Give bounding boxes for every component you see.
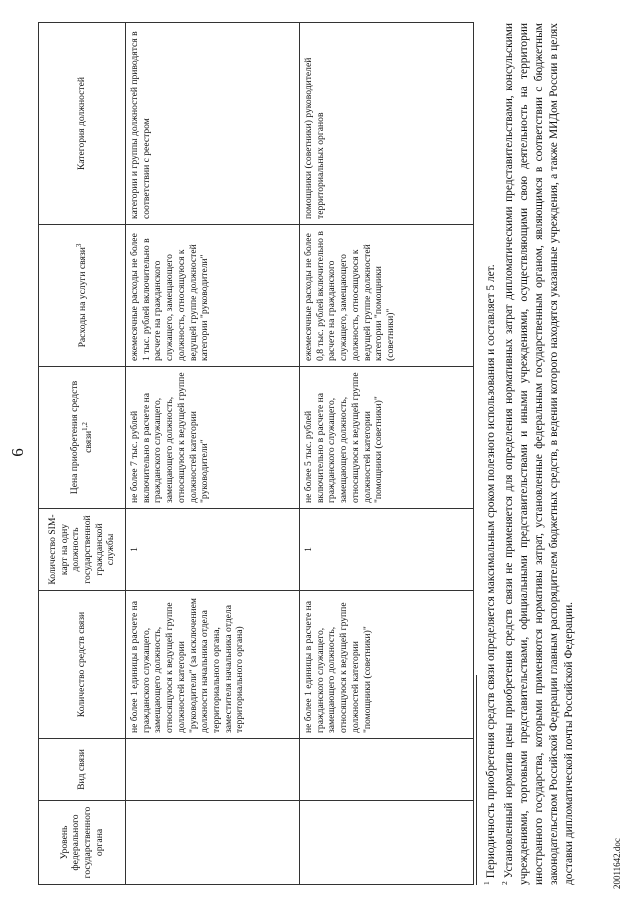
cell-count: не более 1 единицы в расчете на гражданского служащего, замещающего должность, относящуюся к ведущей группе должностей категории "помощники (советники)" [300,591,474,739]
table-row [300,23,474,885]
table-header-row [39,23,126,885]
header-price-label: Цена приобретения средств связи [69,380,95,495]
footnote-1 [482,23,499,885]
cell-type [126,739,300,801]
cost-norms-table [38,22,474,885]
page-number: 6 [8,448,27,457]
header-expense-footnote-ref: 3 [75,243,84,248]
header-expense-label: Расходы на услуги связи [77,247,89,348]
file-code: 20011642.doc [612,838,622,889]
header-type: Вид связи [39,739,126,801]
cell-expense: ежемесячные расходы не более 0,8 тыс. рублей включительно в расчете на гражданского служащего, замещающего должность, относящуюся к ведущей группе должностей категории "помощники (советники)" [300,225,474,367]
cell-level [126,801,300,885]
footnote-divider [476,675,477,885]
cell-price: не более 5 тыс. рублей включительно в расчете на гражданского служащего, замещающего должность, относящуюся к ведущей группе должностей категории "помощники (советники)" [300,367,474,509]
footnote-2-mark: 2 [499,881,509,885]
header-level: Уровень федерального государственного органа [39,801,126,885]
cell-category: категории и группы должностей приводятся в соответствии с реестром [126,23,300,225]
footnote-1-mark: 1 [482,881,491,885]
cell-price: не более 7 тыс. рублей включительно в расчете на гражданского служащего, замещающего должность, относящуюся к ведущей группе должностей категории "руководители" [126,367,300,509]
header-price [39,367,126,509]
cell-sim: 1 [300,509,474,591]
cell-expense: ежемесячные расходы не более 1 тыс. рублей включительно в расчете на гражданского служащего, замещающего должность, относящуюся к ведущей группе должностей категории "руководители" [126,225,300,367]
header-count: Количество средств связи [39,591,126,739]
footnote-1-text: Периодичность приобретения средств связи определяется максимальным сроком полезного использования и составляет 5 лет. [484,264,497,879]
cell-level [300,801,474,885]
footnotes [476,23,578,885]
cell-count: не более 1 единицы в расчете на гражданского служащего, замещающего должность, относящуюся к ведущей группе должностей категории "руководители" (за исключением должности начальника отдела территориального органа, заместителя начальника отдела территориального органа) [126,591,300,739]
header-category: Категория должностей [39,23,126,225]
footnote-2-text: Установленный норматив цены приобретения средств связи не применяется для определения нормативных затрат дипломатическими представительствами, консульскими учреждениями, торговыми представительствами, официальными представительствами и иными учреждениями, осуществляющими свою деятельность на территории иностранного государства, которыми применяются нормативы затрат, установленные федеральным государственным органом, являющимся в соответствии с бюджетным законодательством Российской Федерации главным распорядителем бюджетных средств, в ведении которого находятся указанные учреждения, а также МИДом России в целях доставки дипломатической почты Российской Федерации. [502,23,575,885]
table-row [126,23,300,885]
cell-sim: 1 [126,509,300,591]
header-expense [39,225,126,367]
header-sim: Количество SIM-карт на одну должность государственной гражданской службы [39,509,126,591]
cell-type [300,739,474,801]
header-price-footnote-ref: 1,2 [80,422,89,431]
footnote-2 [500,23,577,885]
cell-category: помощники (советники) руководителей территориальных органов [300,23,474,225]
